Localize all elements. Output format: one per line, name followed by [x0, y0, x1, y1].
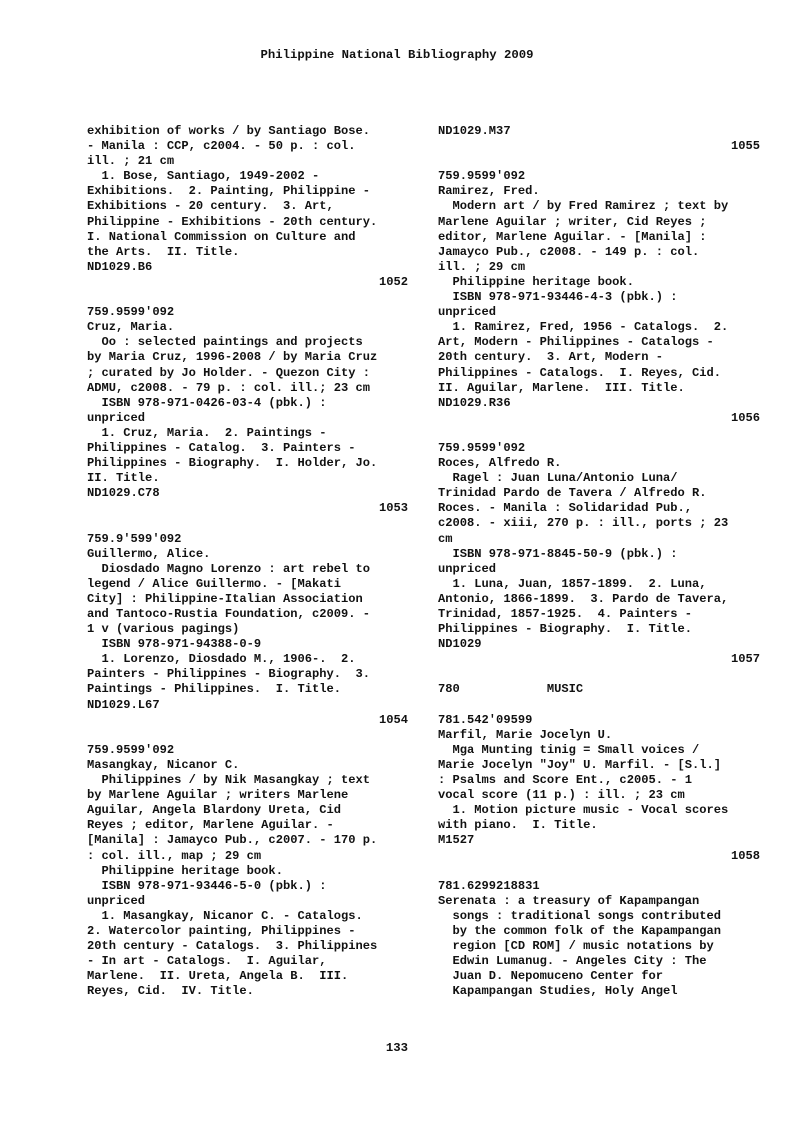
- entry-line: 759.9599'092: [87, 742, 175, 757]
- entry-line: 759.9'599'092: [87, 531, 182, 546]
- entry-line: City] : Philippine-Italian Association: [87, 591, 363, 606]
- spacer: [438, 864, 760, 879]
- spacer: [87, 516, 408, 531]
- spacer: [87, 728, 408, 743]
- entry-line: 1. Luna, Juan, 1857-1899. 2. Luna,: [438, 576, 707, 591]
- entry-line: the Arts. II. Title.: [87, 244, 240, 259]
- entry-line: Paintings - Philippines. I. Title.: [87, 682, 342, 697]
- page-header: Philippine National Bibliography 2009: [260, 48, 534, 62]
- entry-line: M1527: [438, 833, 475, 848]
- left-column: [87, 124, 408, 999]
- entry-line: ND1029.M37: [438, 124, 511, 138]
- entry-line: songs : traditional songs contributed: [438, 908, 722, 923]
- entry-line: editor, Marlene Aguilar. - [Manila] :: [438, 229, 707, 244]
- entry-line: ISBN 978-971-8845-50-9 (pbk.) :: [438, 546, 678, 561]
- entry-line: ND1029: [438, 637, 482, 652]
- entry-line: Trinidad, 1857-1925. 4. Painters -: [438, 607, 693, 621]
- entry-line: unpriced: [87, 893, 146, 908]
- entry-line: Aguilar, Angela Blardony Ureta, Cid: [87, 803, 342, 818]
- entry-line: Philippines / by Nik Masangkay ; text: [87, 773, 371, 788]
- entry-line: and Tantoco-Rustia Foundation, c2009. -: [87, 607, 371, 621]
- entry-line: 759.9599'092: [438, 169, 526, 184]
- entry-line: Trinidad Pardo de Tavera / Alfredo R.: [438, 486, 707, 501]
- entry-line: Exhibitions. 2. Painting, Philippine -: [87, 184, 371, 199]
- entry-line: Serenata : a treasury of Kapampangan: [438, 893, 700, 908]
- entry-line: legend / Alice Guillermo. - [Makati: [87, 576, 342, 591]
- entry-line: 1 v (various pagings): [87, 622, 240, 637]
- entry-line: Mga Munting tinig = Small voices /: [438, 742, 700, 757]
- right-column: [438, 124, 760, 999]
- entry-line: Edwin Lumanug. - Angeles City : The: [438, 954, 707, 969]
- entry-line: Kapampangan Studies, Holy Angel: [438, 984, 678, 999]
- entry-line: II. Aguilar, Marlene. III. Title.: [438, 380, 685, 395]
- entry-line: 1. Cruz, Maria. 2. Paintings -: [87, 425, 327, 440]
- entry-line: Juan D. Nepomuceno Center for: [438, 969, 663, 984]
- entry-line: Diosdado Magno Lorenzo : art rebel to: [87, 561, 371, 576]
- entry-line: Reyes, Cid. IV. Title.: [87, 984, 254, 999]
- entry-line: Roces. - Manila : Solidaridad Pub.,: [438, 501, 693, 516]
- entry-line: by the common folk of the Kapampangan: [438, 923, 722, 938]
- entry-line: Marlene Aguilar ; writer, Cid Reyes ;: [438, 214, 707, 229]
- entry-line: 759.9599'092: [87, 305, 175, 320]
- entry-line: : Psalms and Score Ent., c2005. - 1: [438, 773, 693, 788]
- entry-line: Modern art / by Fred Ramirez ; text by: [438, 199, 729, 214]
- entry-line: exhibition of works / by Santiago Bose.: [87, 124, 371, 138]
- entry-line: II. Title.: [87, 471, 160, 486]
- entry-number: 1058: [730, 848, 760, 863]
- entry-line: Painters - Philippines - Biography. 3.: [87, 667, 371, 682]
- entry-line: Philippines - Biography. I. Holder, Jo.: [87, 456, 378, 471]
- entry-line: Oo : selected paintings and projects: [87, 335, 363, 350]
- entry-number: 1057: [730, 652, 760, 667]
- entry-line: ISBN 978-971-93446-5-0 (pbk.) :: [87, 878, 327, 893]
- entry-line: Ramirez, Fred.: [438, 184, 540, 199]
- entry-line: region [CD ROM] / music notations by: [438, 939, 714, 954]
- entry-number: 1054: [378, 712, 408, 727]
- entry-line: Marlene. II. Ureta, Angela B. III.: [87, 969, 349, 984]
- spacer: [87, 290, 408, 305]
- entry-line: 20th century - Catalogs. 3. Philippines: [87, 939, 378, 954]
- page-number: 133: [385, 1041, 409, 1055]
- entry-line: cm: [438, 531, 453, 546]
- entry-line: 2. Watercolor painting, Philippines -: [87, 923, 356, 938]
- entry-line: 1. Ramirez, Fred, 1956 - Catalogs. 2.: [438, 320, 729, 335]
- entry-line: ISBN 978-971-0426-03-4 (pbk.) :: [87, 395, 327, 410]
- entry-number: 1053: [378, 501, 408, 516]
- entry-line: ADMU, c2008. - 79 p. : col. ill.; 23 cm: [87, 380, 371, 395]
- entry-line: Philippines - Catalog. 3. Painters -: [87, 440, 356, 455]
- entry-line: with piano. I. Title.: [438, 818, 598, 833]
- spacer: [438, 667, 760, 682]
- entry-line: 759.9599'092: [438, 440, 526, 455]
- entry-line: 1. Lorenzo, Diosdado M., 1906-. 2.: [87, 652, 356, 667]
- entry-line: by Maria Cruz, 1996-2008 / by Maria Cruz: [87, 350, 378, 365]
- entry-line: Antonio, 1866-1899. 3. Pardo de Tavera,: [438, 591, 729, 606]
- entry-line: by Marlene Aguilar ; writers Marlene: [87, 788, 349, 803]
- entry-number: 1056: [730, 410, 760, 425]
- entry-line: ND1029.C78: [87, 486, 160, 501]
- entry-line: Philippines - Catalogs. I. Reyes, Cid.: [438, 365, 722, 380]
- entry-line: Philippine heritage book.: [87, 863, 283, 878]
- entry-line: 780 MUSIC: [438, 682, 584, 697]
- entry-line: 781.6299218831: [438, 878, 540, 893]
- entry-line: Marfil, Marie Jocelyn U.: [438, 727, 613, 742]
- entry-line: ill. ; 21 cm: [87, 154, 175, 169]
- entry-line: Masangkay, Nicanor C.: [87, 757, 240, 772]
- entry-line: 20th century. 3. Art, Modern -: [438, 350, 663, 365]
- entry-line: ; curated by Jo Holder. - Quezon City :: [87, 365, 371, 380]
- entry-line: : col. ill., map ; 29 cm: [87, 848, 262, 863]
- entry-line: - Manila : CCP, c2004. - 50 p. : col.: [87, 139, 356, 154]
- entry-line: ND1029.L67: [87, 697, 160, 712]
- entry-line: ill. ; 29 cm: [438, 259, 526, 274]
- entry-line: Philippine - Exhibitions - 20th century.: [87, 214, 378, 229]
- entry-line: - In art - Catalogs. I. Aguilar,: [87, 954, 327, 969]
- entry-line: ND1029.R36: [438, 395, 511, 410]
- entry-line: Jamayco Pub., c2008. - 149 p. : col.: [438, 244, 700, 259]
- entry-line: ISBN 978-971-94388-0-9: [87, 637, 262, 652]
- spacer: [438, 154, 760, 169]
- entry-line: Art, Modern - Philippines - Catalogs -: [438, 335, 714, 350]
- entry-line: I. National Commission on Culture and: [87, 229, 356, 244]
- entry-line: 781.542'09599: [438, 712, 533, 727]
- spacer: [438, 426, 760, 441]
- entry-line: ND1029.B6: [87, 259, 153, 274]
- entry-line: c2008. - xiii, 270 p. : ill., ports ; 23: [438, 516, 729, 531]
- entry-number: 1052: [378, 274, 408, 289]
- entry-line: Roces, Alfredo R.: [438, 456, 562, 471]
- entry-line: Philippine heritage book.: [438, 274, 634, 289]
- entry-line: Guillermo, Alice.: [87, 546, 211, 561]
- entry-line: Philippines - Biography. I. Title.: [438, 622, 693, 637]
- entry-number: 1055: [730, 139, 760, 154]
- entry-line: ISBN 978-971-93446-4-3 (pbk.) :: [438, 290, 678, 305]
- entry-line: unpriced: [438, 561, 497, 576]
- entry-line: unpriced: [438, 305, 497, 320]
- entry-line: [Manila] : Jamayco Pub., c2007. - 170 p.: [87, 833, 378, 848]
- entry-line: Marie Jocelyn "Joy" U. Marfil. - [S.l.]: [438, 757, 722, 772]
- entry-line: 1. Masangkay, Nicanor C. - Catalogs.: [87, 908, 363, 923]
- entry-line: vocal score (11 p.) : ill. ; 23 cm: [438, 788, 685, 803]
- spacer: [438, 698, 760, 713]
- entry-line: 1. Bose, Santiago, 1949-2002 -: [87, 169, 320, 184]
- entry-line: Exhibitions - 20 century. 3. Art,: [87, 199, 334, 214]
- entry-line: Reyes ; editor, Marlene Aguilar. -: [87, 818, 334, 833]
- entry-line: Cruz, Maria.: [87, 320, 175, 335]
- entry-line: 1. Motion picture music - Vocal scores: [438, 803, 729, 818]
- entry-line: Ragel : Juan Luna/Antonio Luna/: [438, 471, 678, 486]
- entry-line: unpriced: [87, 410, 146, 425]
